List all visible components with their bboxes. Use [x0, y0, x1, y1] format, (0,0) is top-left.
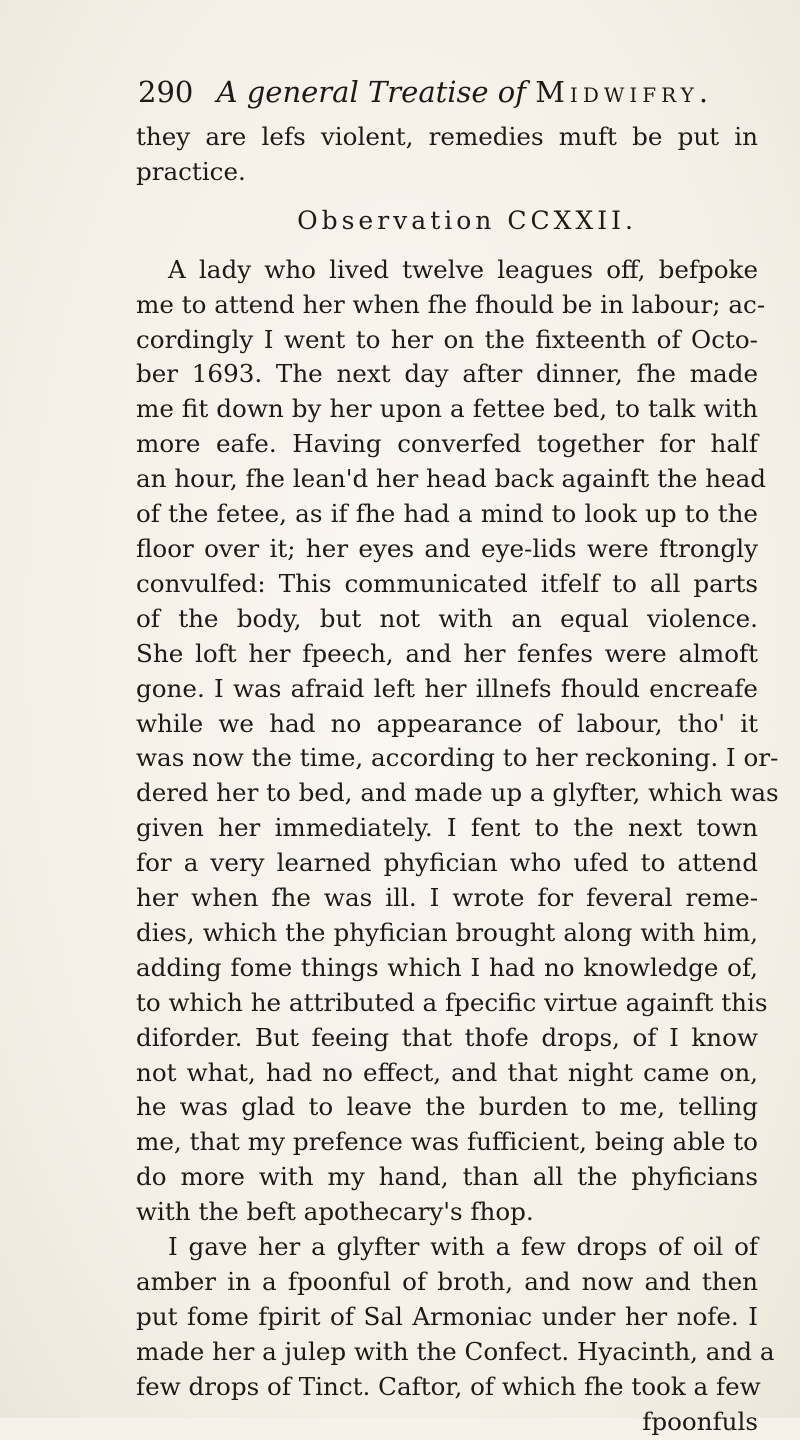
- catchword: fpoonfuls: [642, 1406, 758, 1436]
- text-line: do more with my hand, than all the phyficians: [136, 1162, 758, 1192]
- text-line: dered her to bed, and made up a glyfter, which was: [136, 778, 779, 808]
- running-header: [138, 72, 758, 112]
- text-line: amber in a fpoonful of broth, and now and then: [136, 1267, 758, 1296]
- text-line: adding fome things which I had no knowledge of,: [136, 952, 758, 982]
- text-line: was now the time, according to her reckoning. I or-: [136, 743, 779, 773]
- text-line: She loft her fpeech, and her fenfes were almoft: [136, 638, 758, 668]
- text-line: me, that my prefence was fufficient, being able to: [136, 1127, 758, 1157]
- text-line: for a very learned phyfician who ufed to attend: [136, 848, 758, 878]
- text-line: convulfed: This communicated itfelf to all parts: [136, 568, 758, 598]
- running-title: A general Treatise of: [216, 75, 526, 109]
- text-line: her when fhe was ill. I wrote for feveral reme-: [136, 883, 758, 913]
- observation-heading: Observation CCXXII.: [297, 205, 637, 235]
- text-line: me to attend her when fhe fhould be in labour; ac-: [136, 289, 766, 319]
- text-line: put fome fpirit of Sal Armoniac under her nofe. I: [136, 1301, 758, 1331]
- text-line: of the body, but not with an equal violence.: [136, 603, 758, 633]
- page-number: 290: [138, 75, 194, 109]
- text-line: A lady who lived twelve leagues off, befpoke: [168, 254, 758, 284]
- text-line: diforder. But feeing that thofe drops, of I know: [136, 1022, 758, 1052]
- text-line: given her immediately. I fent to the next town: [136, 813, 758, 843]
- text-line: cordingly I went to her on the fixteenth of Octo-: [136, 324, 758, 354]
- text-line: made her a julep with the Confect. Hyacinth, and a: [136, 1336, 775, 1366]
- text-line: to which he attributed a fpecific virtue againft this: [136, 987, 768, 1017]
- text-line: while we had no appearance of labour, tho' it: [136, 708, 758, 738]
- text-line: I gave her a glyfter with a few drops of oil of: [168, 1232, 758, 1262]
- text-line: he was glad to leave the burden to me, telling: [136, 1092, 758, 1122]
- text-line: few drops of Tinct. Caftor, of which fhe took a few: [136, 1371, 761, 1401]
- text-line: they are lefs violent, remedies muft be put in: [136, 122, 758, 151]
- text-line: of the fetee, as if fhe had a mind to look up to the: [136, 499, 758, 529]
- text-line: floor over it; her eyes and eye-lids were ftrongly: [136, 533, 758, 563]
- running-subject: Midwifry.: [535, 75, 714, 109]
- body-text: [136, 120, 779, 1440]
- text-line: more eafe. Having converfed together for half: [136, 429, 758, 459]
- text-line: dies, which the phyfician brought along with him,: [136, 917, 758, 947]
- text-line: not what, had no effect, and that night came on,: [136, 1057, 758, 1087]
- text-line: practice.: [136, 156, 246, 186]
- text-line: me fit down by her upon a fettee bed, to talk with: [136, 394, 758, 424]
- text-line: gone. I was afraid left her illnefs fhould encreafe: [136, 673, 758, 703]
- text-line: ber 1693. The next day after dinner, fhe made: [136, 359, 758, 389]
- text-line: with the beft apothecary's fhop.: [136, 1197, 534, 1227]
- text-line: an hour, fhe lean'd her head back againft the head: [136, 464, 767, 494]
